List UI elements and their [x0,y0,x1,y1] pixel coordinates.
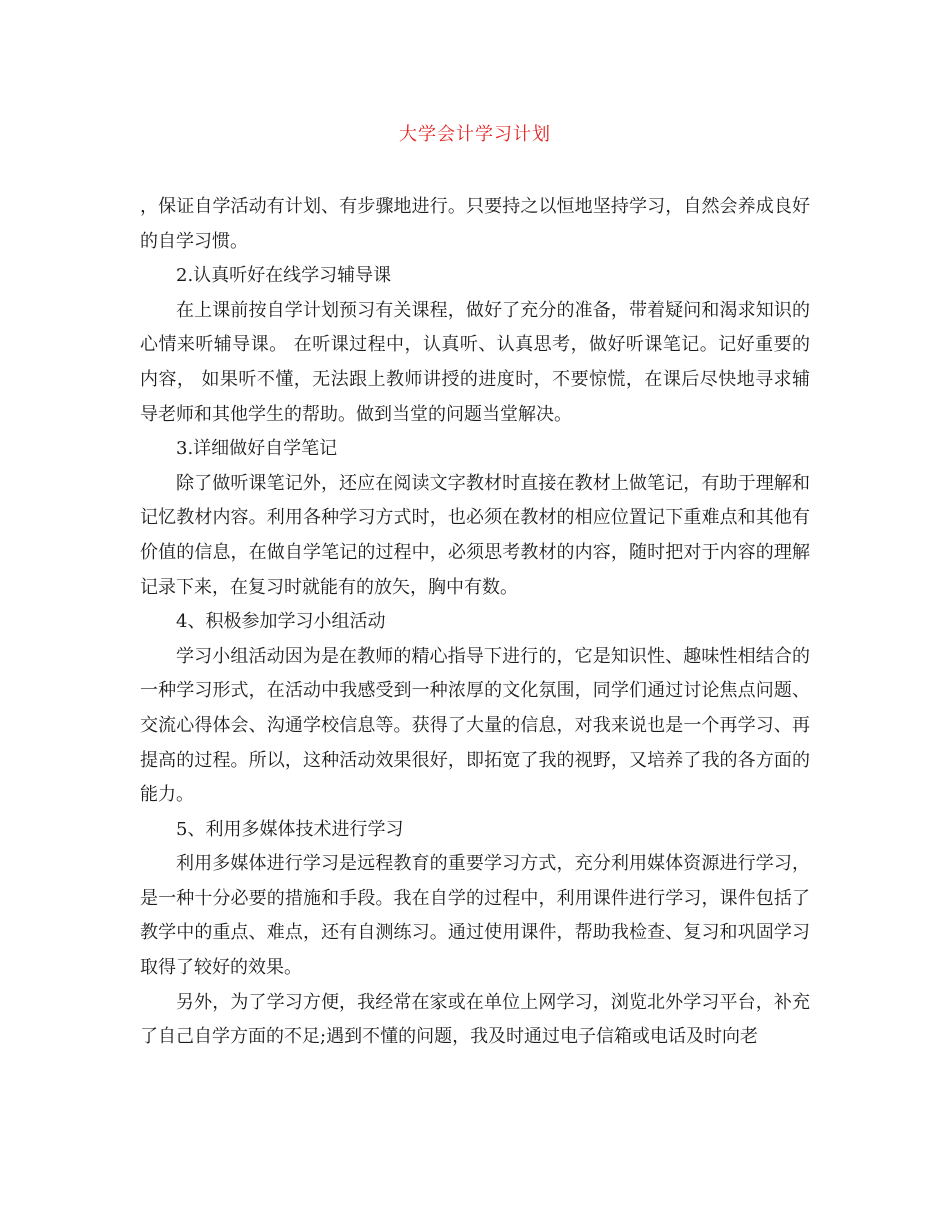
paragraph-section-2: 在上课前按自学计划预习有关课程，做好了充分的准备，带着疑问和渴求知识的心情来听辅导课。 在听课过程中，认真听、认真思考，做好听课笔记。记好重要的内容， 如果听不懂，无法跟上教师讲授的进度时，不要惊慌，在课后尽快地寻求辅导老师和其他学生的帮助。做到当堂的问题当堂解决。 [140,299,810,425]
section-heading-3: 3.详细做好自学笔记 [176,438,338,460]
paragraph-section-3: 除了做听课笔记外，还应在阅读文字教材时直接在教材上做笔记，有助于理解和记忆教材内容。利用各种学习方式时，也必须在教材的相应位置记下重难点和其他有价值的信息，在做自学笔记的过程中，必须思考教材的内容，随时把对于内容的理解记录下来，在复习时就能有的放矢，胸中有数。 [140,472,810,598]
section-heading-4: 4、积极参加学习小组活动 [176,611,386,633]
section-heading-2: 2.认真听好在线学习辅导课 [176,265,392,287]
paragraph-section-4: 学习小组活动因为是在教师的精心指导下进行的，它是知识性、趣味性相结合的一种学习形式，在活动中我感受到一种浓厚的文化氛围，同学们通过讨论焦点问题、交流心得体会、沟通学校信息等。获得了大量的信息，对我来说也是一个再学习、再提高的过程。所以，这种活动效果很好，即拓宽了我的视野，又培养了我的各方面的能力。 [140,645,810,806]
paragraph-intro-continuation: ，保证自学活动有计划、有步骤地进行。只要持之以恒地坚持学习，自然会养成良好的自学习惯。 [140,196,810,252]
page-title: 大学会计学习计划 [399,124,551,145]
document-body [140,190,810,1055]
paragraph-additional: 另外，为了学习方便，我经常在家或在单位上网学习，浏览北外学习平台，补充了自己自学方面的不足;遇到不懂的问题，我及时通过电子信箱或电话及时向老 [140,991,810,1048]
paragraph-section-5: 利用多媒体进行学习是远程教育的重要学习方式，充分利用媒体资源进行学习，是一种十分必要的措施和手段。我在自学的过程中，利用课件进行学习，课件包括了教学中的重点、难点，还有自测练习。通过使用课件，帮助我检查、复习和巩固学习取得了较好的效果。 [140,853,810,979]
section-heading-5: 5、利用多媒体技术进行学习 [176,818,404,840]
